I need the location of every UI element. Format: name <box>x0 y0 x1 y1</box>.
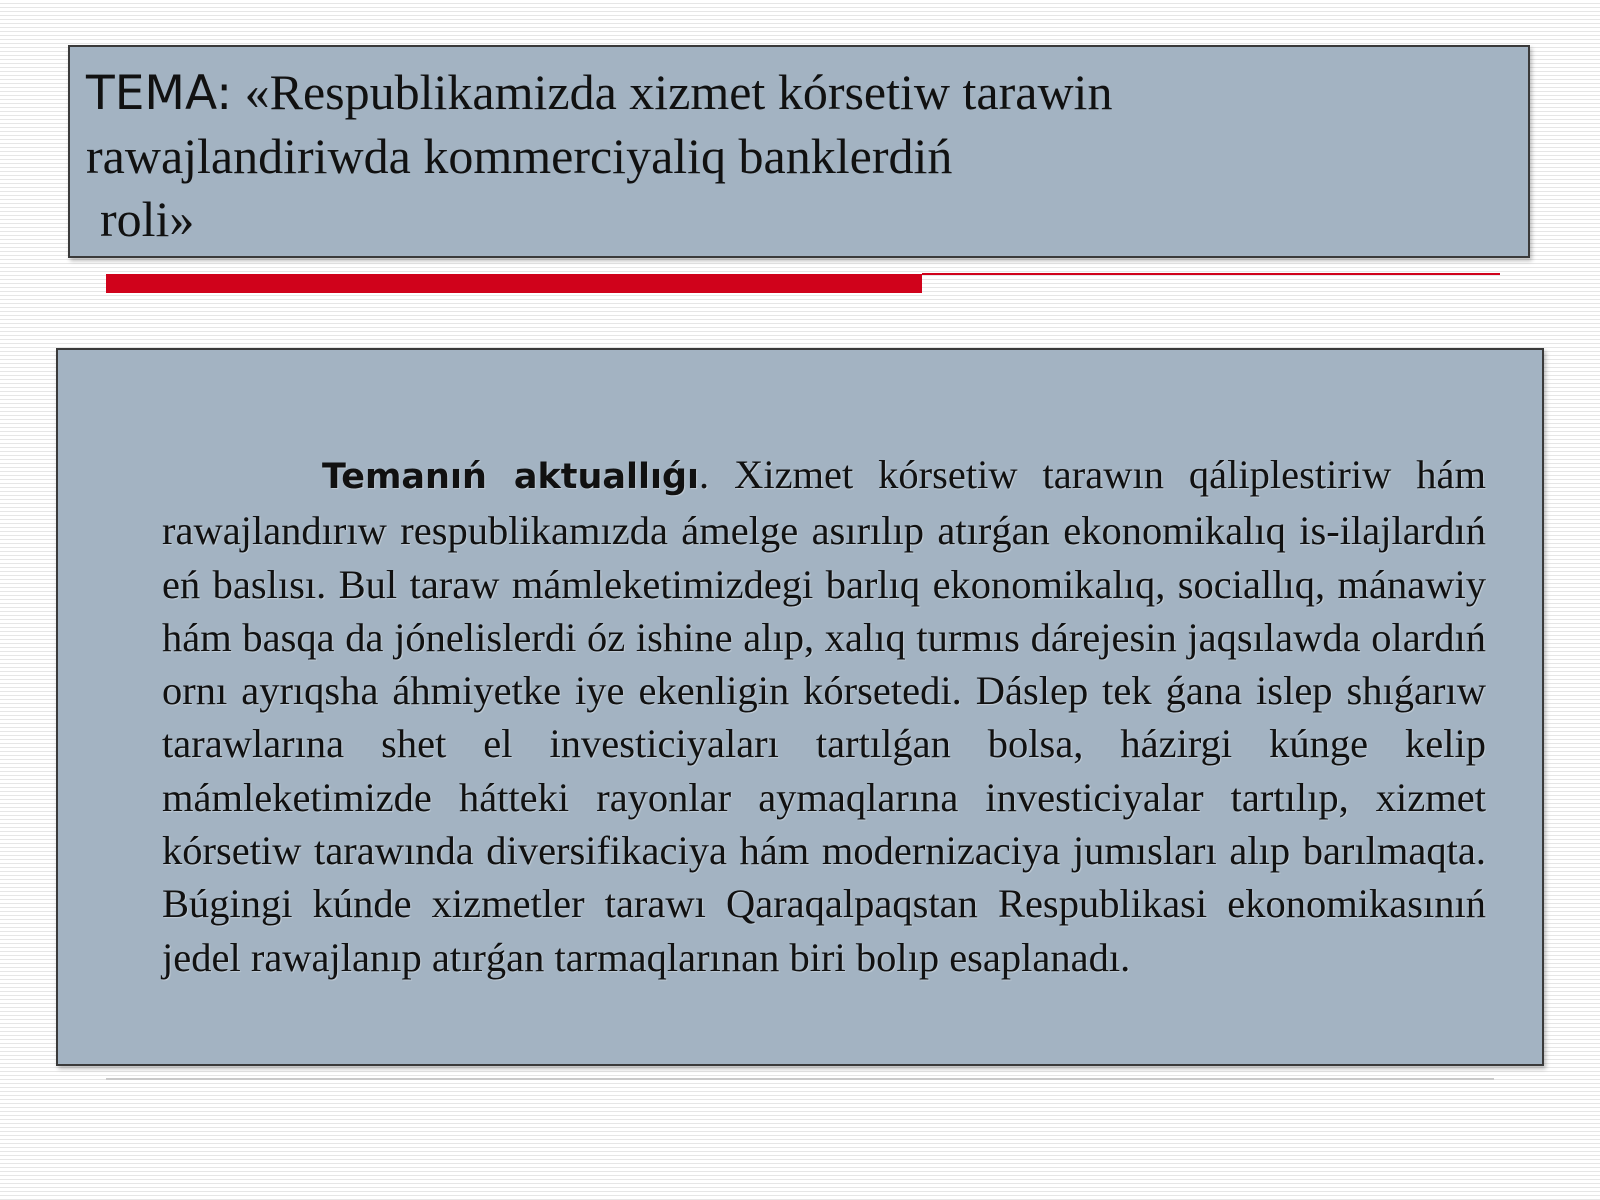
accent-bar-thick <box>106 274 922 293</box>
lead-heading: Temanıń aktuallıǵı <box>322 457 700 497</box>
accent-line-thin <box>922 273 1500 275</box>
body-paragraph <box>162 448 1486 984</box>
title-line-3: roli» <box>100 191 195 247</box>
title-prefix: TEMA: <box>86 66 233 121</box>
title-text-1: «Respublikamizda xizmet kórsetiw tarawin <box>232 64 1113 120</box>
bottom-divider <box>106 1078 1494 1080</box>
content-box <box>56 348 1544 1066</box>
slide-title-box <box>68 45 1530 258</box>
title-line-1 <box>86 61 1514 125</box>
title-line-2: rawajlandiriwda kommerciyaliq banklerdiń <box>86 128 953 184</box>
body-text: . Xizmet kórsetiw tarawın qáliplestiriw hám rawajlandırıw respublikamızda ámelge asırılıp atırǵan ekonomikalıq is-ilajlardıń eń baslısı. Bul taraw mámleketimizdegi barlıq ekonomikalıq, sociallıq, mánawiy hám basqa da jónelislerdi óz ishine alıp, xalıq turmıs dárejesin jaqsılawda olardıń ornı ayrıqsha áhmiyetke iye ekenligin kórsetedi. Dáslep tek ǵana islep shıǵarıw tarawlarına shet el investiciyaları tartılǵan bolsa, házirgi kúnge kelip mámleketimizde hátteki rayonlar aymaqlarına investiciyalar tartılıp, xizmet kórsetiw tarawında diversifikaciya hám modernizaciya jumısları alıp barılmaqta. Búgingi kúnde xizmetler tarawı Qaraqalpaqstan Respublikasi ekonomikasınıń jedel rawajlanıp atırǵan tarmaqlarınan biri bolıp esaplanadı. <box>162 452 1486 980</box>
